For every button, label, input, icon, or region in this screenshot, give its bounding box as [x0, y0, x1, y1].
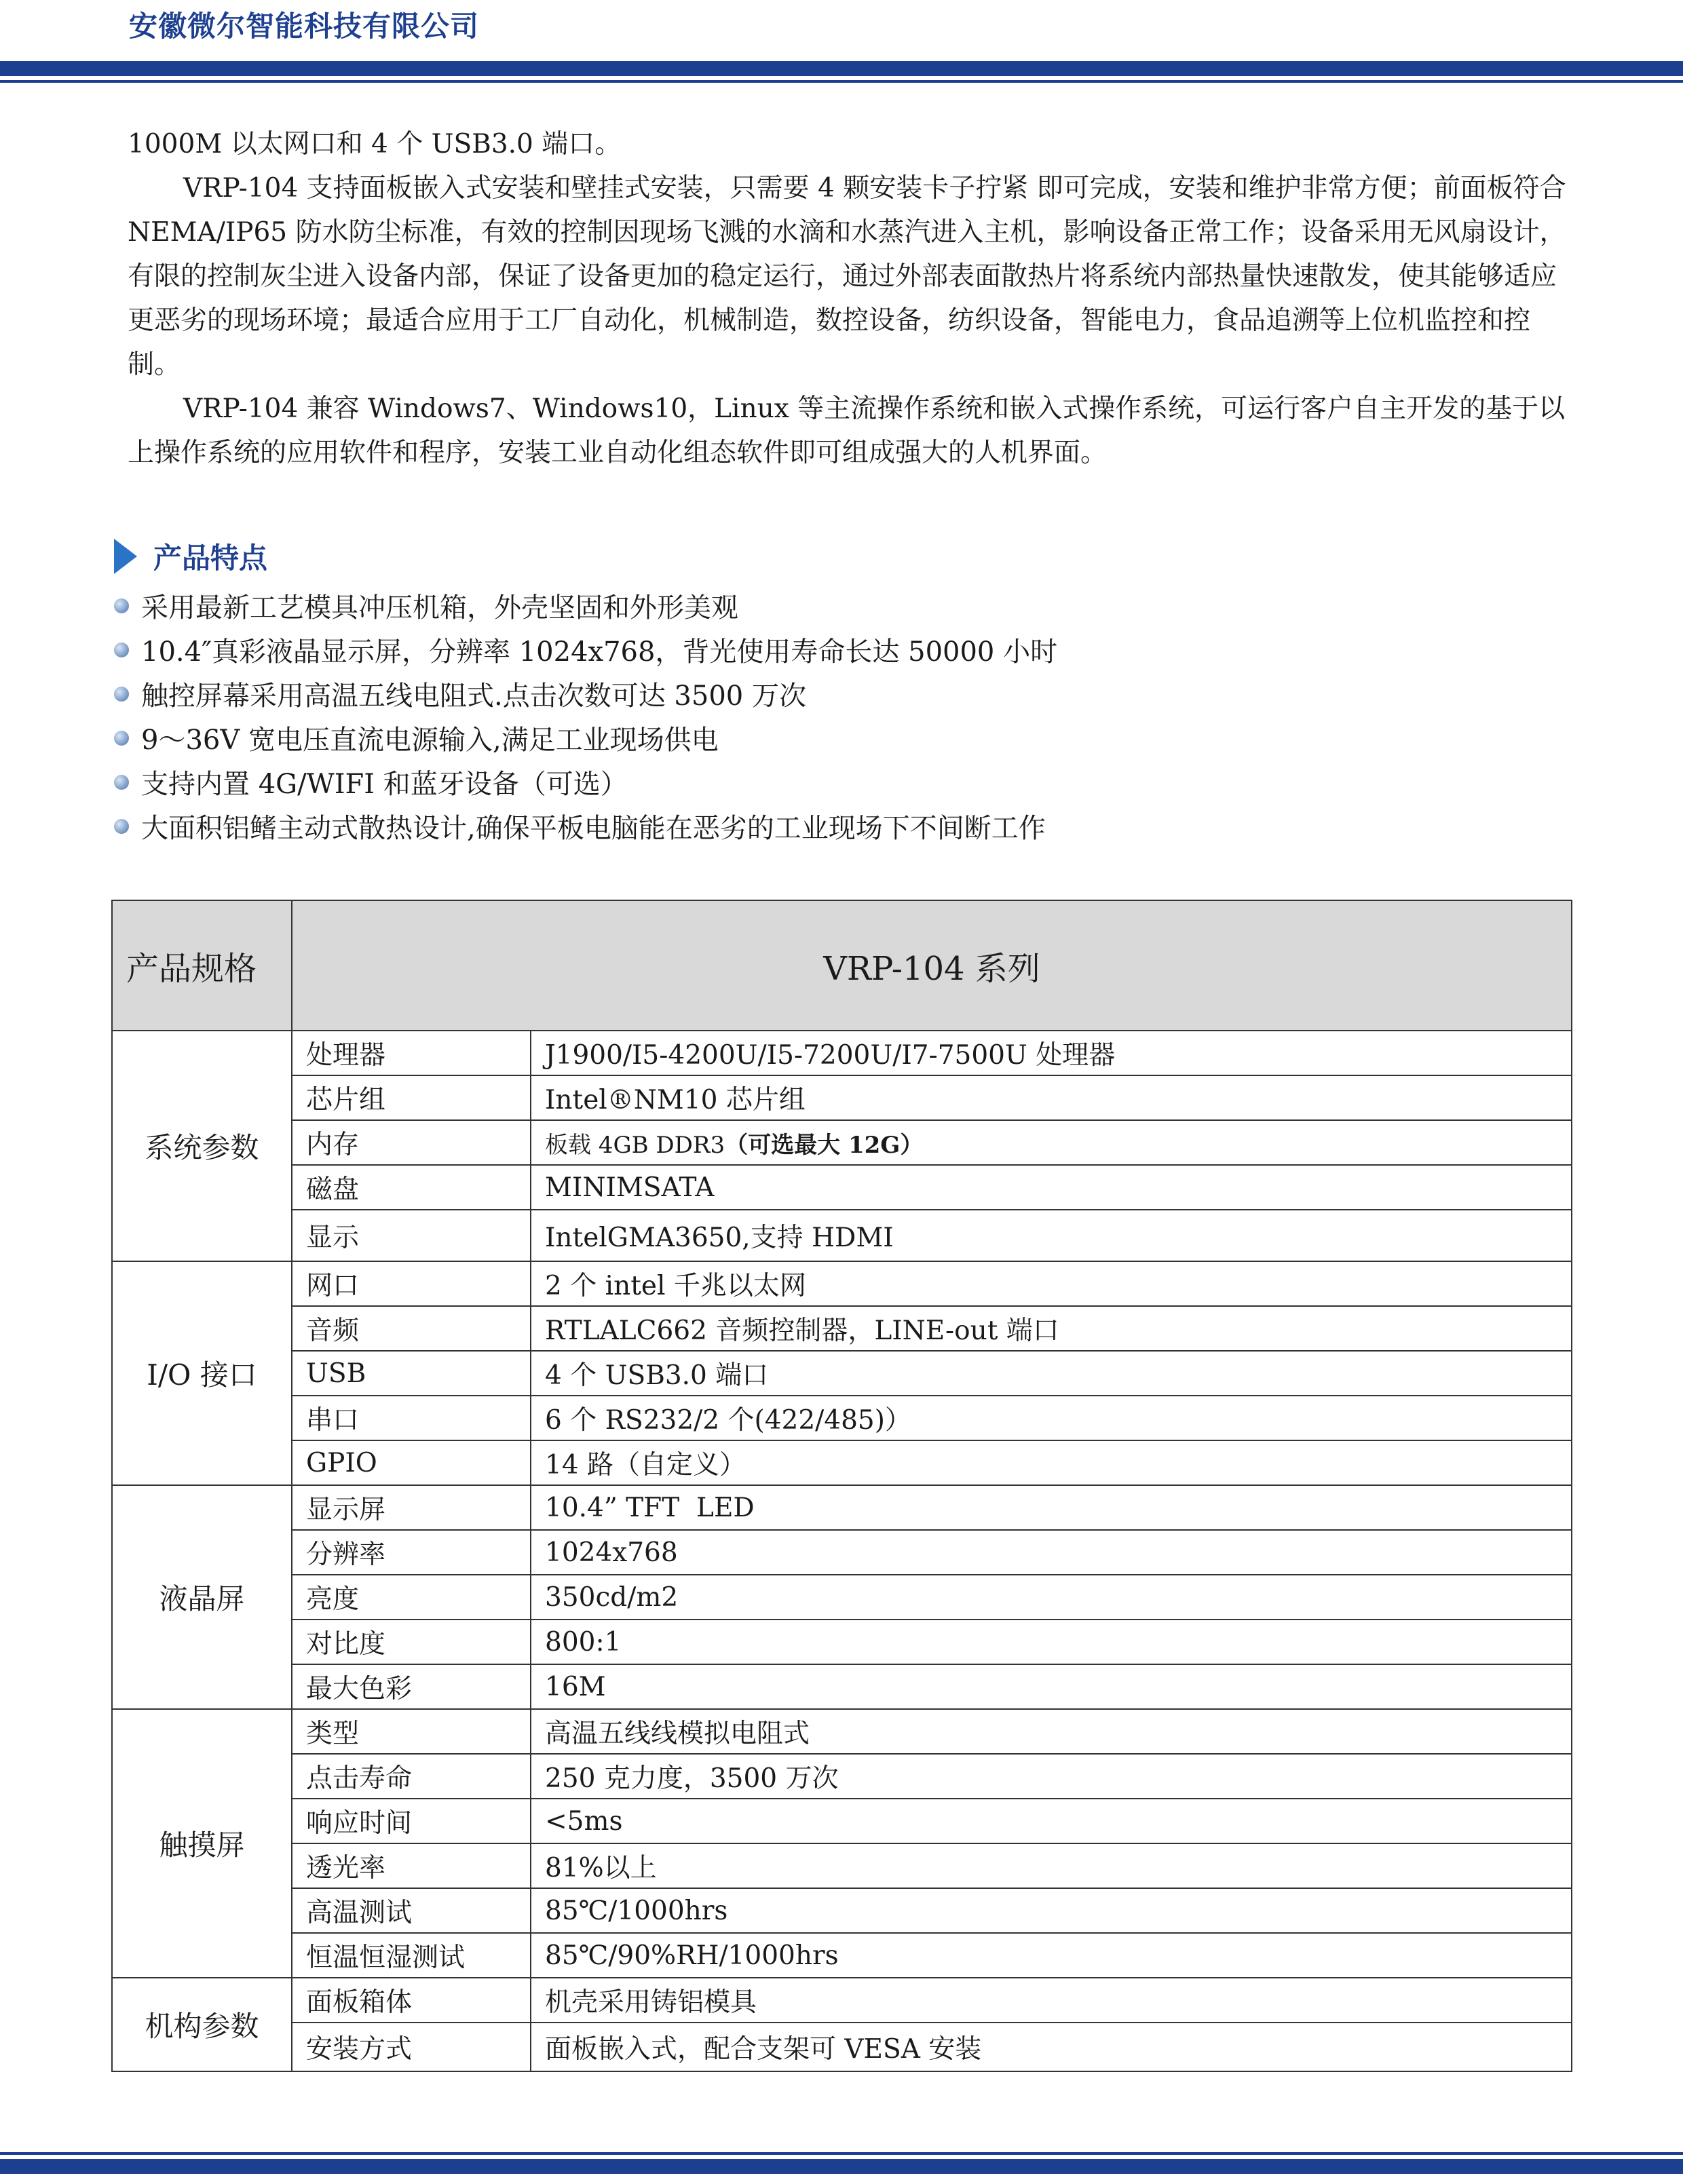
table-row — [112, 1261, 1572, 1306]
spec-value: 350cd/m2 — [531, 1575, 1572, 1620]
feature-text: 支持内置 4G/WIFI 和蓝牙设备（可选） — [141, 769, 628, 800]
spec-value: RTLALC662 音频控制器，LINE-out 端口 — [531, 1306, 1572, 1351]
feature-text: 大面积铝鳍主动式散热设计,确保平板电脑能在恶劣的工业现场下不间断工作 — [141, 813, 1046, 844]
spec-value: 面板嵌入式，配合支架可 VESA 安装 — [531, 2023, 1572, 2071]
spec-key: 恒温恒湿测试 — [292, 1933, 531, 1978]
spec-value: 800:1 — [531, 1620, 1572, 1664]
spec-header-row — [112, 900, 1572, 1031]
spec-key: 亮度 — [292, 1575, 531, 1620]
spec-value: 2 个 intel 千兆以太网 — [531, 1261, 1572, 1306]
spec-table — [111, 900, 1572, 2072]
table-row — [112, 1306, 1572, 1351]
spec-key: 最大色彩 — [292, 1664, 531, 1709]
spec-key: 对比度 — [292, 1620, 531, 1664]
spec-key: 透光率 — [292, 1843, 531, 1888]
spec-value: 85℃/1000hrs — [531, 1888, 1572, 1933]
spec-value: 4 个 USB3.0 端口 — [531, 1351, 1572, 1396]
spec-header-label: 产品规格 — [112, 900, 292, 1031]
feature-item — [114, 804, 1539, 848]
bullet-icon — [114, 775, 129, 790]
intro-paragraph: VRP-104 支持面板嵌入式安装和壁挂式安装，只需要 4 颗安装卡子拧紧 即可完成，安装和维护非常方便；前面板符合 NEMA/IP65 防水防尘标准，有效的控制因现场飞溅的水滴和水蒸汽进入主机，影响设备正常工作；设备采用无风扇设计，有限的控制灰尘进入设备内部，保证了设备更加的稳定运行，通过外部表面散热片将系统内部热量快速散发，使其能够适应更恶劣的现场环境；最适合应用于工厂自动化，机械制造，数控设备，纺织设备，智能电力，食品追溯等上位机监控和控制。 — [128, 173, 1566, 380]
table-row — [112, 1664, 1572, 1709]
table-row — [112, 2023, 1572, 2071]
spec-key: 串口 — [292, 1396, 531, 1440]
spec-key: 处理器 — [292, 1031, 531, 1075]
group-label: 系统参数 — [112, 1031, 292, 1261]
spec-value-note: （可选最大 12G） — [725, 1131, 924, 1159]
spec-key: 内存 — [292, 1120, 531, 1165]
spec-value: 250 克力度，3500 万次 — [531, 1754, 1572, 1799]
table-row — [112, 1210, 1572, 1261]
spec-value — [531, 1120, 1572, 1165]
spec-value: 机壳采用铸铝模具 — [531, 1978, 1572, 2023]
table-row — [112, 1530, 1572, 1575]
feature-text: 触控屏幕采用高温五线电阻式.点击次数可达 3500 万次 — [141, 681, 806, 712]
spec-value: 10.4” TFT LED — [531, 1485, 1572, 1530]
intro-paragraph: VRP-104 兼容 Windows7、Windows10，Linux 等主流操作系统和嵌入式操作系统，可运行客户自主开发的基于以上操作系统的应用软件和程序，安装工业自动化组态软件即可组成强大的人机界面。 — [128, 394, 1566, 468]
spec-value: Intel®NM10 芯片组 — [531, 1075, 1572, 1120]
spec-value: J1900/I5-4200U/I5-7200U/I7-7500U 处理器 — [531, 1031, 1572, 1075]
intro-text — [128, 122, 1566, 475]
spec-key: 安装方式 — [292, 2023, 531, 2071]
spec-value: 高温五线线模拟电阻式 — [531, 1709, 1572, 1754]
bullet-icon — [114, 687, 129, 702]
feature-text: 采用最新工艺模具冲压机箱，外壳坚固和外形美观 — [141, 592, 738, 624]
features-heading — [114, 536, 267, 577]
table-row — [112, 1575, 1572, 1620]
spec-key: 点击寿命 — [292, 1754, 531, 1799]
bullet-icon — [114, 643, 129, 657]
spec-key: 响应时间 — [292, 1799, 531, 1843]
spec-header-model: VRP-104 系列 — [292, 900, 1572, 1031]
header-rule-thin — [0, 80, 1683, 83]
spec-key: 类型 — [292, 1709, 531, 1754]
table-row — [112, 1709, 1572, 1754]
features-title: 产品特点 — [153, 541, 268, 575]
table-row — [112, 1933, 1572, 1978]
feature-text: 10.4″真彩液晶显示屏，分辨率 1024x768，背光使用寿命长达 50000 小时 — [141, 636, 1058, 668]
spec-key: 显示 — [292, 1210, 531, 1261]
table-row — [112, 1620, 1572, 1664]
spec-key: 面板箱体 — [292, 1978, 531, 2023]
spec-key: 芯片组 — [292, 1075, 531, 1120]
table-row — [112, 1351, 1572, 1396]
bullet-icon — [114, 598, 129, 613]
group-label: 触摸屏 — [112, 1709, 292, 1978]
spec-value: MINIMSATA — [531, 1165, 1572, 1210]
spec-value: IntelGMA3650,支持 HDMI — [531, 1210, 1572, 1261]
feature-item — [114, 583, 1539, 628]
feature-item — [114, 716, 1539, 760]
table-row — [112, 1978, 1572, 2023]
spec-key: USB — [292, 1351, 531, 1396]
spec-value: 16M — [531, 1664, 1572, 1709]
spec-value: 1024x768 — [531, 1530, 1572, 1575]
table-row — [112, 1075, 1572, 1120]
table-row — [112, 1843, 1572, 1888]
spec-key: 分辨率 — [292, 1530, 531, 1575]
footer-rule-thin — [0, 2152, 1683, 2155]
feature-list — [114, 583, 1539, 848]
spec-value: 85℃/90%RH/1000hrs — [531, 1933, 1572, 1978]
spec-key: 显示屏 — [292, 1485, 531, 1530]
feature-text: 9～36V 宽电压直流电源输入,满足工业现场供电 — [141, 725, 719, 756]
spec-value: 14 路（自定义） — [531, 1440, 1572, 1485]
spec-key: 高温测试 — [292, 1888, 531, 1933]
feature-item — [114, 672, 1539, 716]
bullet-icon — [114, 731, 129, 746]
feature-item — [114, 760, 1539, 804]
company-name: 安徽微尔智能科技有限公司 — [129, 9, 480, 43]
table-row — [112, 1031, 1572, 1075]
intro-line: 1000M 以太网口和 4 个 USB3.0 端口。 — [128, 129, 622, 159]
table-row — [112, 1799, 1572, 1843]
spec-key: 网口 — [292, 1261, 531, 1306]
triangle-arrow-icon — [114, 539, 137, 574]
bullet-icon — [114, 819, 129, 834]
table-row — [112, 1396, 1572, 1440]
group-label: 液晶屏 — [112, 1485, 292, 1709]
table-row — [112, 1485, 1572, 1530]
group-label: I/O 接口 — [112, 1261, 292, 1485]
spec-key: GPIO — [292, 1440, 531, 1485]
spec-key: 磁盘 — [292, 1165, 531, 1210]
spec-value: 6 个 RS232/2 个(422/485)） — [531, 1396, 1572, 1440]
spec-value: <5ms — [531, 1799, 1572, 1843]
group-label: 机构参数 — [112, 1978, 292, 2071]
footer-rule-thick — [0, 2159, 1683, 2174]
table-row — [112, 1165, 1572, 1210]
spec-key: 音频 — [292, 1306, 531, 1351]
table-row — [112, 1888, 1572, 1933]
table-row — [112, 1120, 1572, 1165]
header-rule-thick — [0, 61, 1683, 76]
feature-item — [114, 628, 1539, 672]
spec-value-main: 板载 4GB DDR3 — [545, 1131, 725, 1159]
spec-value: 81%以上 — [531, 1843, 1572, 1888]
table-row — [112, 1440, 1572, 1485]
table-row — [112, 1754, 1572, 1799]
